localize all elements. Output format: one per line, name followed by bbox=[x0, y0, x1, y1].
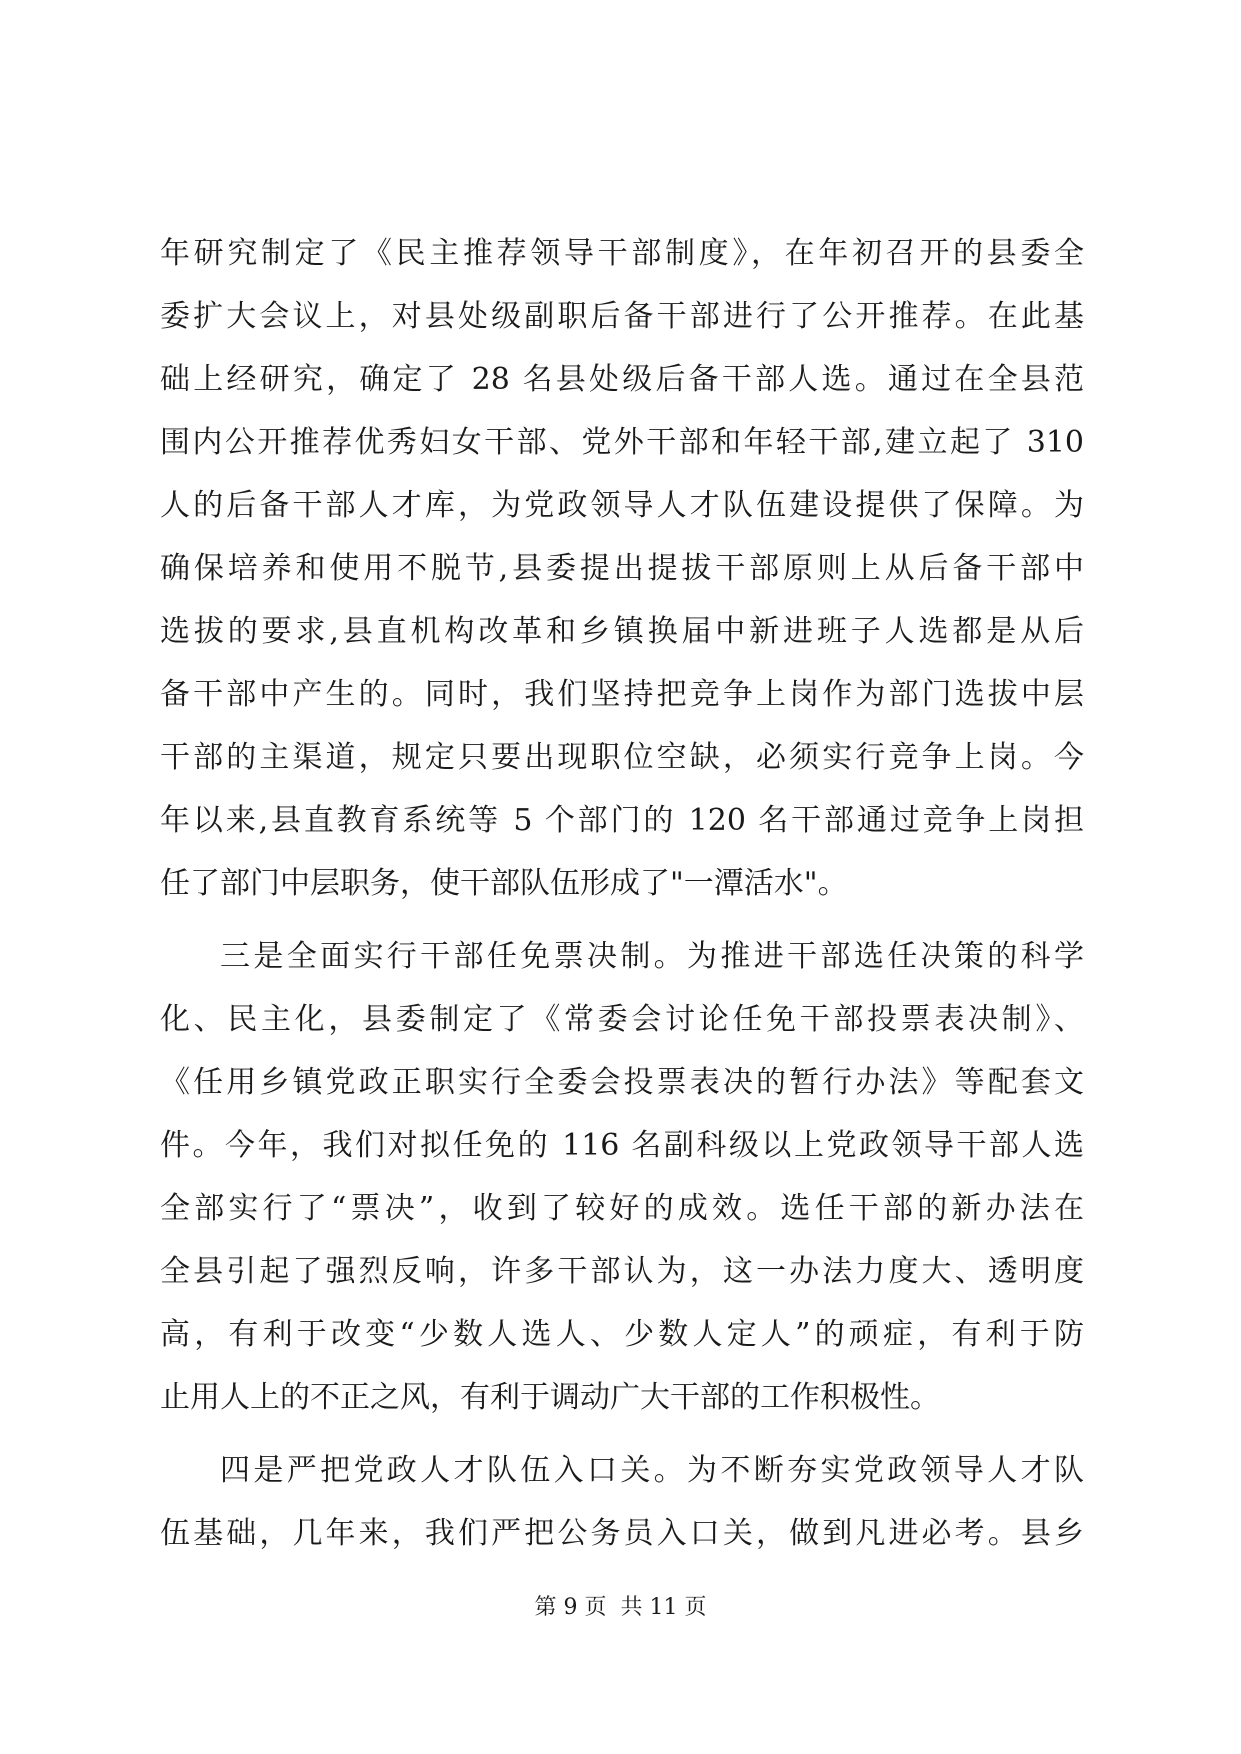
text-line: 础上经研究，确定了 28 名县处级后备干部人选。通过在全县范 bbox=[160, 362, 1084, 397]
paragraph bbox=[160, 1439, 1084, 1565]
page-number: 第 9 页 bbox=[534, 1595, 607, 1620]
text-line: 选拔的要求,县直机构改革和乡镇换届中新进班子人选都是从后 bbox=[160, 614, 1084, 649]
text-line: 全县引起了强烈反响，许多干部认为，这一办法力度大、透明度 bbox=[160, 1254, 1084, 1289]
text-line: 《任用乡镇党政正职实行全委会投票表决的暂行办法》等配套文 bbox=[160, 1065, 1084, 1100]
text-line: 委扩大会议上，对县处级副职后备干部进行了公开推荐。在此基 bbox=[160, 299, 1084, 334]
text-line: 全部实行了“票决”，收到了较好的成效。选任干部的新办法在 bbox=[160, 1191, 1084, 1226]
text-line: 化、民主化，县委制定了《常委会讨论任免干部投票表决制》、 bbox=[160, 1002, 1084, 1037]
document-body bbox=[160, 222, 1084, 1565]
text-line: 三是全面实行干部任免票决制。为推进干部选任决策的科学 bbox=[220, 939, 1084, 974]
text-line: 干部的主渠道，规定只要出现职位空缺，必须实行竞争上岗。今 bbox=[160, 740, 1084, 775]
text-line: 任了部门中层职务，使干部队伍形成了"一潭活水"。 bbox=[160, 866, 848, 901]
text-line: 备干部中产生的。同时，我们坚持把竞争上岗作为部门选拔中层 bbox=[160, 677, 1084, 712]
text-line: 高，有利于改变“少数人选人、少数人定人”的顽症，有利于防 bbox=[160, 1317, 1084, 1352]
text-line: 确保培养和使用不脱节,县委提出提拔干部原则上从后备干部中 bbox=[160, 551, 1084, 586]
text-line: 年研究制定了《民主推荐领导干部制度》，在年初召开的县委全 bbox=[160, 236, 1084, 271]
text-line: 四是严把党政人才队伍入口关。为不断夯实党政领导人才队 bbox=[220, 1453, 1084, 1488]
paragraph bbox=[160, 222, 1084, 915]
paragraph bbox=[160, 925, 1084, 1429]
page-total: 共 11 页 bbox=[620, 1595, 707, 1620]
text-line: 止用人上的不正之风，有利于调动广大干部的工作积极性。 bbox=[160, 1380, 940, 1415]
text-line: 伍基础，几年来，我们严把公务员入口关，做到凡进必考。县乡 bbox=[160, 1516, 1084, 1551]
text-line: 围内公开推荐优秀妇女干部、党外干部和年轻干部,建立起了 310 bbox=[160, 425, 1084, 460]
text-line: 年以来,县直教育系统等 5 个部门的 120 名干部通过竞争上岗担 bbox=[160, 803, 1084, 838]
page-footer bbox=[0, 1593, 1241, 1623]
text-line: 人的后备干部人才库，为党政领导人才队伍建设提供了保障。为 bbox=[160, 488, 1084, 523]
text-line: 件。今年，我们对拟任免的 116 名副科级以上党政领导干部人选 bbox=[160, 1128, 1084, 1163]
